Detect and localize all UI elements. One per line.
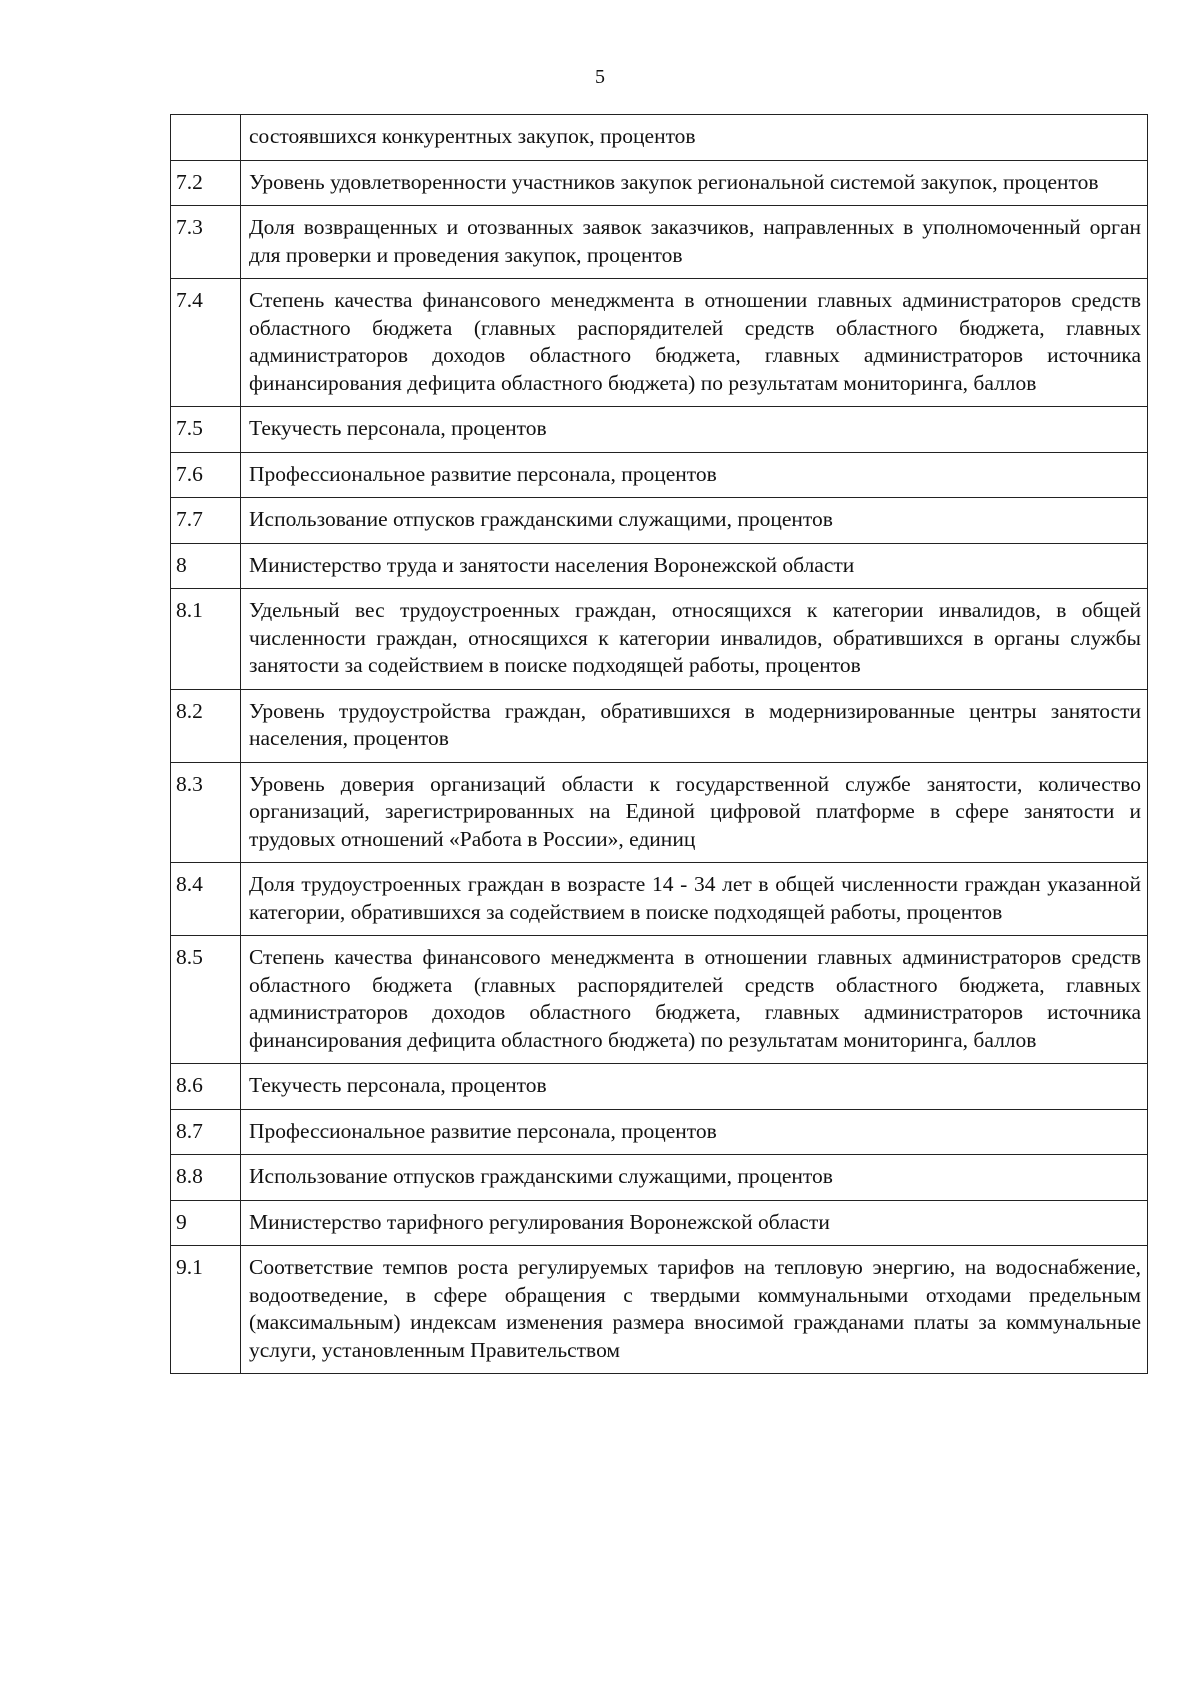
table-row [171,115,1148,161]
row-number: 8.1 [171,589,241,690]
row-text: Удельный вес трудоустроенных граждан, относящихся к категории инвалидов, в общей численности граждан, относящихся к категории инвалидов, обратившихся в органы службы занятости за содействием в поиске подходящей работы, процентов [241,589,1148,690]
row-text: Профессиональное развитие персонала, процентов [241,452,1148,498]
row-text: Текучесть персонала, процентов [241,407,1148,453]
row-number: 8.2 [171,689,241,762]
row-text: Соответствие темпов роста регулируемых тарифов на тепловую энергию, на водоснабжение, водоотведение, в сфере обращения с твердыми коммунальными отходами предельным (максимальным) индексам изменения размера вносимой гражданами платы за коммунальные услуги, установленным Правительством [241,1246,1148,1374]
table-row [171,407,1148,453]
table-row [171,1155,1148,1201]
row-number: 8.6 [171,1064,241,1110]
row-number: 7.5 [171,407,241,453]
row-number: 9.1 [171,1246,241,1374]
row-text: Доля возвращенных и отозванных заявок заказчиков, направленных в уполномоченный орган для проверки и проведения закупок, процентов [241,206,1148,279]
row-text: Текучесть персонала, процентов [241,1064,1148,1110]
row-number: 8.8 [171,1155,241,1201]
table-row [171,863,1148,936]
row-text: Министерство тарифного регулирования Воронежской области [241,1200,1148,1246]
table-row [171,206,1148,279]
row-text: состоявшихся конкурентных закупок, процентов [241,115,1148,161]
row-text: Уровень удовлетворенности участников закупок региональной системой закупок, процентов [241,160,1148,206]
table-row [171,1064,1148,1110]
row-number: 8.7 [171,1109,241,1155]
row-text: Степень качества финансового менеджмента в отношении главных администраторов средств областного бюджета (главных распорядителей средств областного бюджета, главных администраторов доходов областного бюджета, главных администраторов источника финансирования дефицита областного бюджета) по результатам мониторинга, баллов [241,936,1148,1064]
table-row [171,1246,1148,1374]
table-row [171,452,1148,498]
row-number: 7.6 [171,452,241,498]
table-row [171,1109,1148,1155]
table-row [171,589,1148,690]
row-number: 7.4 [171,279,241,407]
row-number: 8.4 [171,863,241,936]
row-text: Уровень доверия организаций области к государственной службе занятости, количество организаций, зарегистрированных на Единой цифровой платформе в сфере занятости и трудовых отношений «Работа в России», единиц [241,762,1148,863]
page-number: 5 [595,66,605,88]
table-row [171,498,1148,544]
table-row [171,279,1148,407]
table-row [171,543,1148,589]
row-text: Профессиональное развитие персонала, процентов [241,1109,1148,1155]
indicators-table [170,114,1148,1374]
table-row [171,1200,1148,1246]
row-text: Степень качества финансового менеджмента в отношении главных администраторов средств областного бюджета (главных распорядителей средств областного бюджета, главных администраторов доходов областного бюджета, главных администраторов источника финансирования дефицита областного бюджета) по результатам мониторинга, баллов [241,279,1148,407]
row-number: 8.3 [171,762,241,863]
table-row [171,160,1148,206]
table-row [171,762,1148,863]
table-row [171,936,1148,1064]
row-text: Министерство труда и занятости населения Воронежской области [241,543,1148,589]
row-number: 7.2 [171,160,241,206]
row-text: Доля трудоустроенных граждан в возрасте 14 - 34 лет в общей численности граждан указанной категории, обратившихся за содействием в поиске подходящей работы, процентов [241,863,1148,936]
row-number: 7.3 [171,206,241,279]
row-number: 7.7 [171,498,241,544]
row-text: Использование отпусков гражданскими служащими, процентов [241,498,1148,544]
row-number: 8.5 [171,936,241,1064]
row-number: 9 [171,1200,241,1246]
row-text: Уровень трудоустройства граждан, обратившихся в модернизированные центры занятости населения, процентов [241,689,1148,762]
row-text: Использование отпусков гражданскими служащими, процентов [241,1155,1148,1201]
table-row [171,689,1148,762]
row-number: 8 [171,543,241,589]
row-number [171,115,241,161]
